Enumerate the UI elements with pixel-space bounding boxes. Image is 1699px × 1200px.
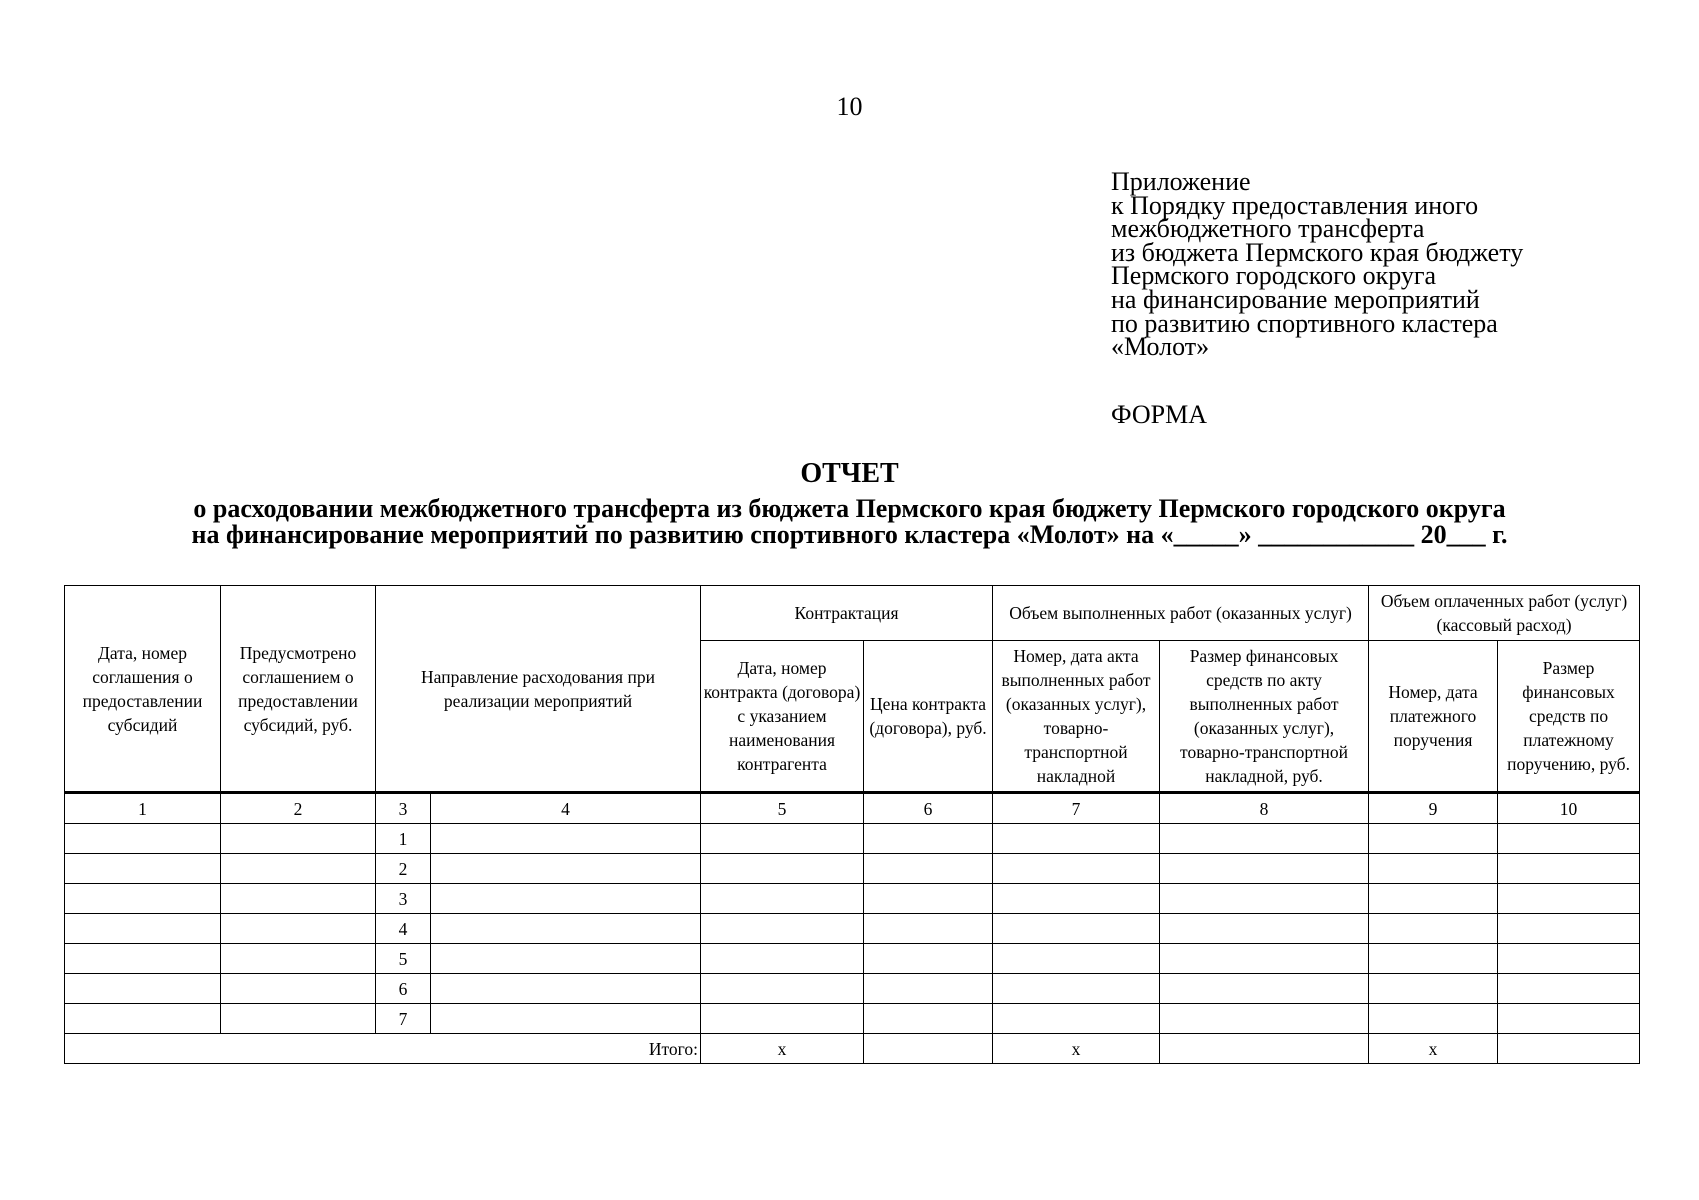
table-cell[interactable] [993,854,1160,884]
row-number: 7 [376,1004,431,1034]
day-blank: _____ [1173,520,1239,549]
column-number: 10 [1498,793,1640,824]
row-number: 5 [376,944,431,974]
table-cell[interactable] [431,914,701,944]
table-cell[interactable] [1498,914,1640,944]
table-cell[interactable] [1498,854,1640,884]
table-cell[interactable] [65,914,221,944]
appendix-line: «Молот» [1111,332,1210,362]
month-blank: ____________ [1258,520,1415,549]
header-group-contract: Контрактация [701,586,993,641]
appendix-line: на финансирование мероприятий [1111,284,1480,314]
table-cell[interactable] [431,884,701,914]
total-cell-10[interactable] [1498,1034,1640,1064]
table-cell[interactable] [993,914,1160,944]
header-payment-amount: Размер финансовых средств по платежному поручению, руб. [1498,641,1640,793]
report-subtitle [0,496,1699,548]
table-cell[interactable] [65,974,221,1004]
subtitle-text: г. [1485,520,1508,549]
page-number: 10 [836,92,863,121]
table-cell[interactable] [65,1004,221,1034]
table-cell[interactable] [221,1004,376,1034]
header-contract-price: Цена контракта (договора), руб. [864,641,993,793]
table-cell[interactable] [65,854,221,884]
table-cell[interactable] [221,944,376,974]
header-planned-amount: Предусмотрено соглашением о предоставлении субсидий, руб. [221,586,376,793]
table-cell[interactable] [701,944,864,974]
table-row [65,854,1640,884]
header-contract-date: Дата, номер контракта (договора) с указанием наименования контрагента [701,641,864,793]
table-cell[interactable] [701,854,864,884]
appendix-line: из бюджета Пермского края бюджету [1111,237,1524,267]
header-agreement: Дата, номер соглашения о предоставлении субсидий [65,586,221,793]
table-cell[interactable] [431,974,701,1004]
table-cell[interactable] [221,974,376,1004]
total-cell-7: х [993,1034,1160,1064]
appendix-line: к Порядку предоставления иного [1111,190,1479,220]
column-number: 3 [376,793,431,824]
report-title: ОТЧЕТ [800,458,899,489]
table-cell[interactable] [65,824,221,854]
header-payment-number: Номер, дата платежного поручения [1369,641,1498,793]
table-cell[interactable] [701,884,864,914]
total-row [65,1034,1640,1064]
header-act-number: Номер, дата акта выполненных работ (оказанных услуг), товарно-транспортной накладной [993,641,1160,793]
table-cell[interactable] [701,1004,864,1034]
column-number: 1 [65,793,221,824]
header-spending-direction: Направление расходования при реализации мероприятий [376,586,701,793]
table-cell[interactable] [1498,974,1640,1004]
report-table [64,585,1640,1064]
row-number: 1 [376,824,431,854]
table-cell[interactable] [864,854,993,884]
table-cell[interactable] [431,824,701,854]
table-cell[interactable] [993,884,1160,914]
subtitle-text: » [1238,520,1259,549]
table-cell[interactable] [1369,884,1498,914]
table-cell[interactable] [1160,854,1369,884]
table-row [65,824,1640,854]
table-cell[interactable] [1369,824,1498,854]
subtitle-text: 20 [1414,520,1447,549]
row-number: 4 [376,914,431,944]
table-cell[interactable] [1160,1004,1369,1034]
column-number: 9 [1369,793,1498,824]
table-cell[interactable] [701,974,864,1004]
form-label: ФОРМА [1111,400,1207,429]
appendix-block [1111,167,1524,362]
year-blank: ___ [1446,520,1486,549]
column-number: 8 [1160,793,1369,824]
total-label: Итого: [65,1034,701,1064]
appendix-line: Приложение [1111,167,1251,196]
table-cell[interactable] [701,914,864,944]
table-cell[interactable] [1160,824,1369,854]
table-cell[interactable] [701,824,864,854]
table-row [65,974,1640,1004]
table-cell[interactable] [1369,1004,1498,1034]
table-cell[interactable] [65,944,221,974]
total-cell-9: х [1369,1034,1498,1064]
column-number: 4 [431,793,701,824]
table-row [65,884,1640,914]
table-cell[interactable] [221,884,376,914]
table-cell[interactable] [864,824,993,854]
appendix-line: Пермского городского округа [1111,261,1437,291]
table-cell[interactable] [1160,914,1369,944]
row-number: 3 [376,884,431,914]
table-cell[interactable] [864,914,993,944]
table-cell[interactable] [993,944,1160,974]
table-cell[interactable] [1498,944,1640,974]
header-group-paid: Объем оплаченных работ (услуг) (кассовый расход) [1369,586,1640,641]
table-cell[interactable] [993,974,1160,1004]
table-row [65,944,1640,974]
table-cell[interactable] [993,1004,1160,1034]
column-number-row [65,793,1640,824]
table-row [65,914,1640,944]
column-number: 7 [993,793,1160,824]
table-cell[interactable] [431,1004,701,1034]
table-cell[interactable] [1498,824,1640,854]
total-cell-8[interactable] [1160,1034,1369,1064]
row-number: 2 [376,854,431,884]
column-number: 6 [864,793,993,824]
table-cell[interactable] [1160,944,1369,974]
total-cell-5: х [701,1034,864,1064]
table-cell[interactable] [431,944,701,974]
subtitle-line-1: о расходовании межбюджетного трансферта из бюджета Пермского края бюджету Пермского городского округа [193,494,1506,523]
header-group-works: Объем выполненных работ (оказанных услуг) [993,586,1369,641]
table-cell[interactable] [1498,1004,1640,1034]
row-number: 6 [376,974,431,1004]
table-cell[interactable] [864,884,993,914]
subtitle-text: на финансирование мероприятий по развитию спортивного кластера «Молот» на « [191,520,1174,549]
table-row [65,1004,1640,1034]
column-number: 5 [701,793,864,824]
table-cell[interactable] [221,824,376,854]
table-cell[interactable] [431,854,701,884]
subtitle-line-2 [0,522,1699,548]
header-act-amount: Размер финансовых средств по акту выполненных работ (оказанных услуг), товарно-транспортной накладной, руб. [1160,641,1369,793]
table-cell[interactable] [993,824,1160,854]
column-number: 2 [221,793,376,824]
table-cell[interactable] [864,944,993,974]
table-cell[interactable] [1498,884,1640,914]
table-cell[interactable] [1369,914,1498,944]
appendix-line: по развитию спортивного кластера [1111,308,1498,338]
table-cell[interactable] [864,974,993,1004]
table-cell[interactable] [1369,854,1498,884]
total-cell-6[interactable] [864,1034,993,1064]
table-cell[interactable] [1369,974,1498,1004]
table-cell[interactable] [1160,884,1369,914]
table-cell[interactable] [65,884,221,914]
table-cell[interactable] [221,854,376,884]
table-cell[interactable] [221,914,376,944]
table-cell[interactable] [1369,944,1498,974]
appendix-line: межбюджетного трансферта [1111,214,1425,244]
table-cell[interactable] [864,1004,993,1034]
table-cell[interactable] [1160,974,1369,1004]
